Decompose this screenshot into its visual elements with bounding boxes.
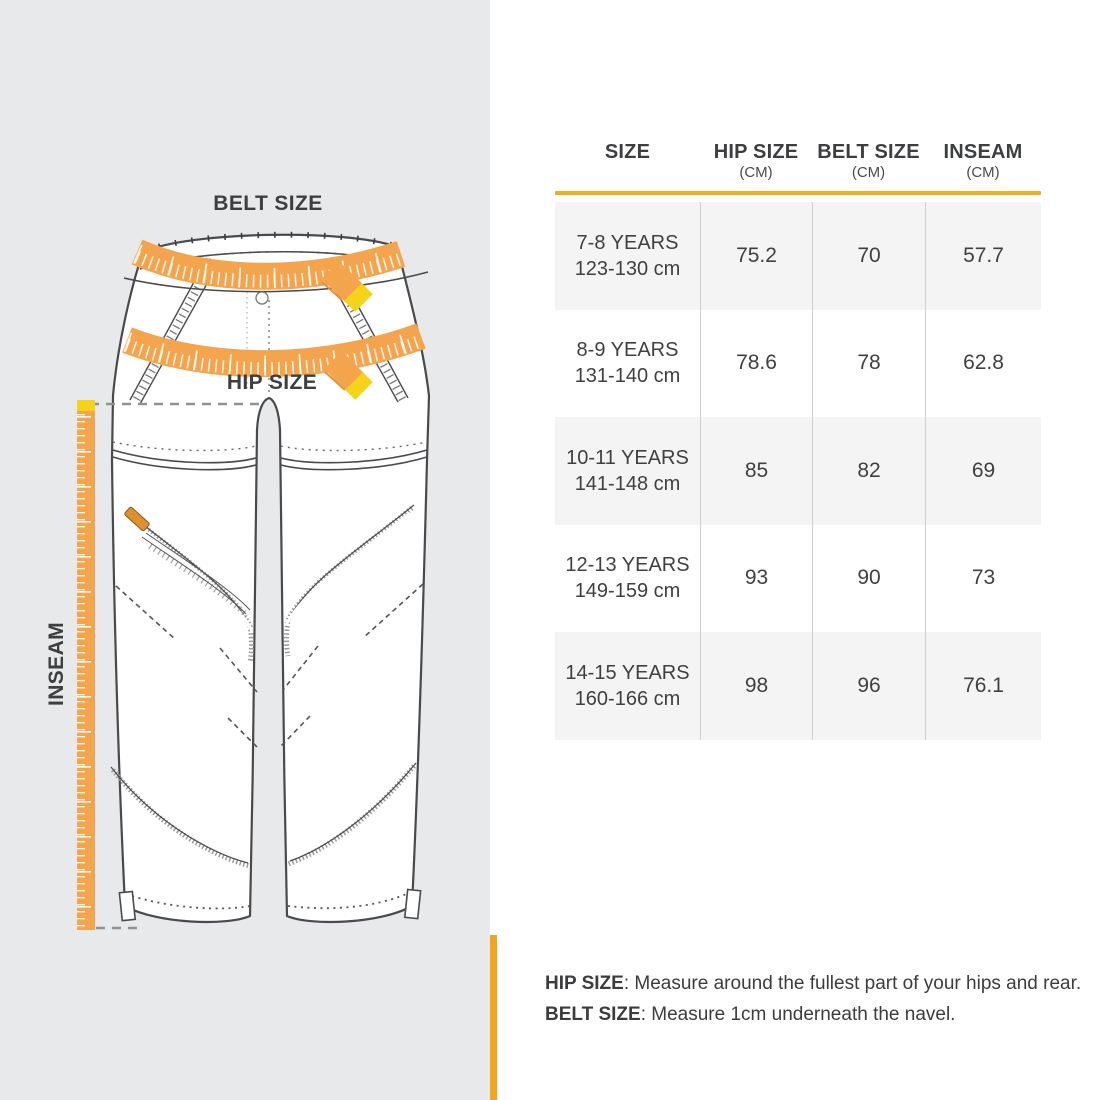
inseam-value: 57.7 [925,202,1041,310]
hip-size-note: HIP SIZE: Measure around the fullest part of your hips and rear. [545,973,1082,994]
size-cell: 7-8 YEARS 123-130 cm [574,231,681,280]
accent-bar [490,935,497,1100]
table-row [555,417,1041,525]
pants-diagram [0,0,490,1100]
inseam-value: 62.8 [925,310,1041,418]
inseam-label: INSEAM [45,621,68,707]
column-header-size: SIZE [604,141,651,163]
inseam-value: 73 [925,525,1041,633]
column-header-belt-size: BELT SIZE (CM) [817,141,920,181]
header-rule [555,191,1041,195]
belt-value: 70 [812,202,925,310]
table-row [555,310,1041,418]
size-cell: 8-9 YEARS 131-140 cm [574,339,681,388]
table-row [555,525,1041,633]
size-table [555,140,1041,740]
hip-value: 75.2 [700,202,812,310]
inseam-ruler [77,400,95,930]
belt-size-label: BELT SIZE [213,192,323,215]
table-header [555,140,1041,182]
column-header-inseam: INSEAM (CM) [943,141,1023,181]
size-cell: 10-11 YEARS 141-148 cm [566,446,689,495]
inseam-value: 76.1 [925,632,1041,740]
table-row [555,202,1041,310]
measurement-notes [545,968,1081,1030]
belt-value: 78 [812,310,925,418]
belt-value: 90 [812,525,925,633]
hip-size-label: HIP SIZE [226,371,318,394]
hip-value: 78.6 [700,310,812,418]
belt-size-note: BELT SIZE: Measure 1cm underneath the navel. [545,1004,956,1025]
size-cell: 14-15 YEARS 160-166 cm [565,661,690,710]
hip-value: 98 [700,632,812,740]
hip-value: 93 [700,525,812,633]
belt-value: 96 [812,632,925,740]
table-rows [555,202,1041,740]
inseam-value: 69 [925,417,1041,525]
column-header-hip-size: HIP SIZE (CM) [713,141,799,181]
hip-value: 85 [700,417,812,525]
diagram-panel [0,0,490,1100]
table-row [555,632,1041,740]
size-cell: 12-13 YEARS 149-159 cm [565,554,690,603]
belt-value: 82 [812,417,925,525]
